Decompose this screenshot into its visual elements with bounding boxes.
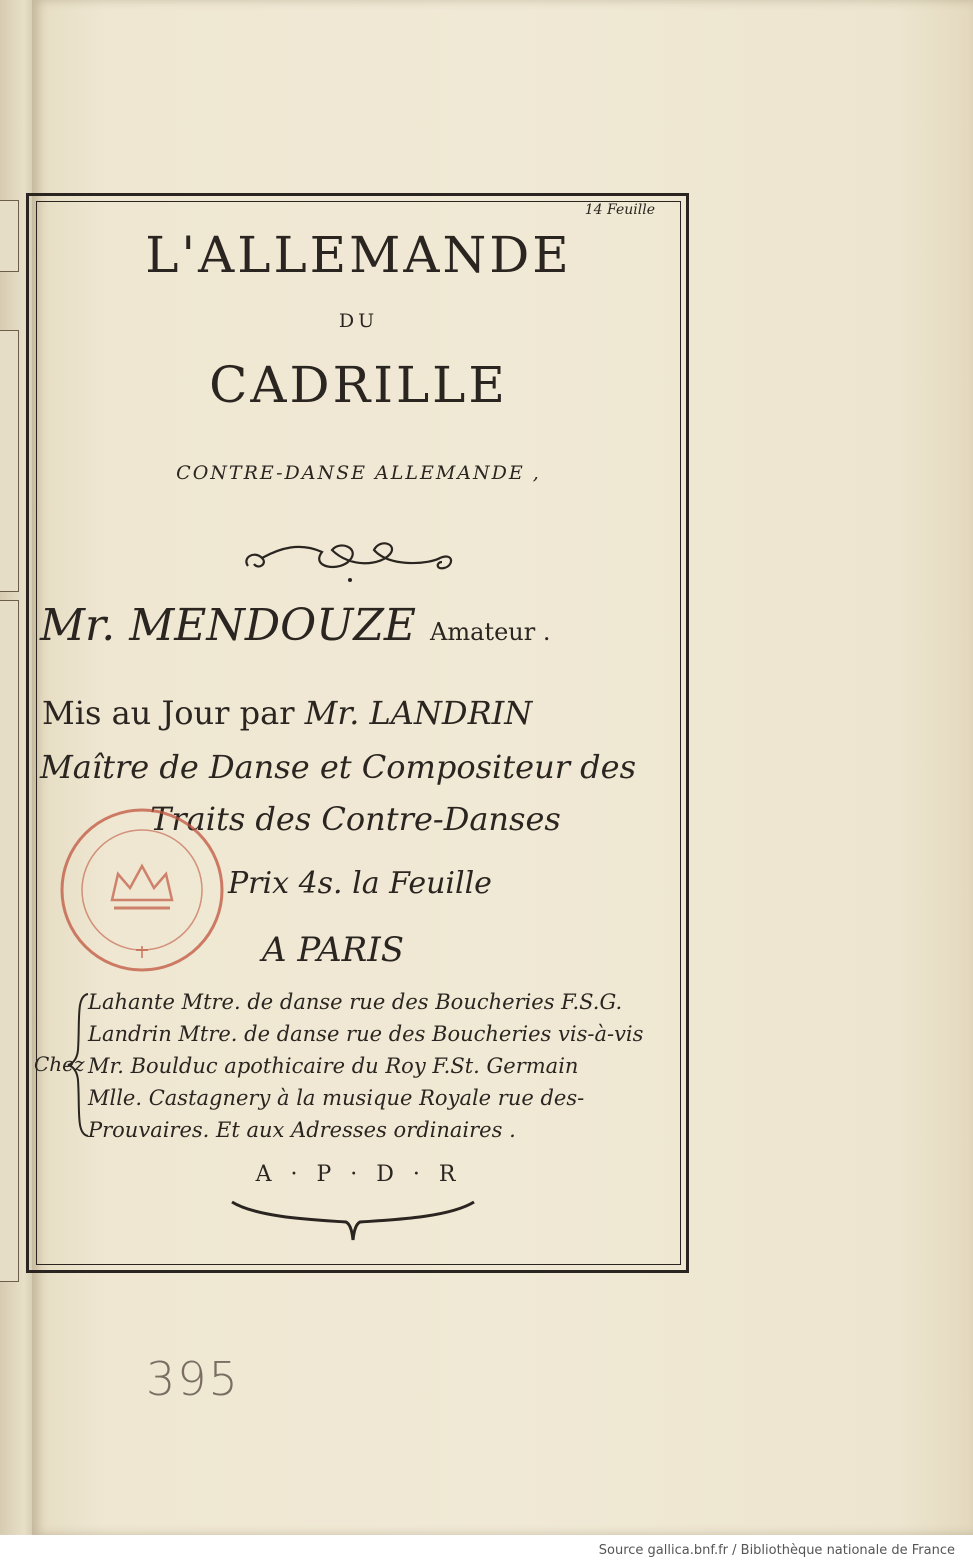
author-line [40, 600, 550, 651]
privilege-mark: A · P · D · R [255, 1162, 462, 1187]
address-line: Mr. Boulduc apothicaire du Roy F.St. Germain [88, 1054, 579, 1078]
publisher-prefix: Mis au Jour par [42, 694, 295, 732]
title-line-2: DU [338, 310, 379, 332]
address-line: Mlle. Castagnery à la musique Royale rue des- [88, 1086, 585, 1110]
title-line-3: CADRILLE [209, 356, 508, 414]
publisher-line-2: Maître de Danse et Compositeur des [40, 748, 636, 786]
price: Prix 4s. la Feuille [228, 866, 492, 901]
publisher-name: Mr. LANDRIN [304, 694, 533, 732]
author-name: Mr. MENDOUZE [40, 600, 417, 651]
ornament-flourish-icon [240, 528, 460, 588]
chez-label: Chez [34, 1052, 85, 1076]
address-line: Landrin Mtre. de danse rue des Boucheries vis-à-vis [88, 1022, 644, 1046]
page-edge-tab [0, 200, 19, 272]
shelf-number: 395 [146, 1352, 240, 1406]
publisher-line-3: Traits des Contre-Danses [150, 800, 561, 838]
sheet-note: 14 Feuille [584, 202, 655, 218]
publisher-line-1 [42, 694, 532, 732]
page-edge-tab [0, 600, 19, 1282]
author-role: Amateur . [430, 618, 551, 646]
closing-swash-icon [228, 1196, 478, 1246]
address-line: Lahante Mtre. de danse rue des Boucheries F.S.G. [88, 990, 623, 1014]
city: A PARIS [262, 930, 404, 970]
page-edge-tab [0, 330, 19, 592]
library-stamp-icon [52, 800, 232, 980]
source-credit: Source gallica.bnf.fr / Bibliothèque nationale de France [0, 1535, 973, 1566]
title-line-1: L'ALLEMANDE [145, 226, 572, 284]
address-line: Prouvaires. Et aux Adresses ordinaires . [88, 1118, 516, 1142]
subtitle: CONTRE-DANSE ALLEMANDE , [176, 462, 541, 484]
